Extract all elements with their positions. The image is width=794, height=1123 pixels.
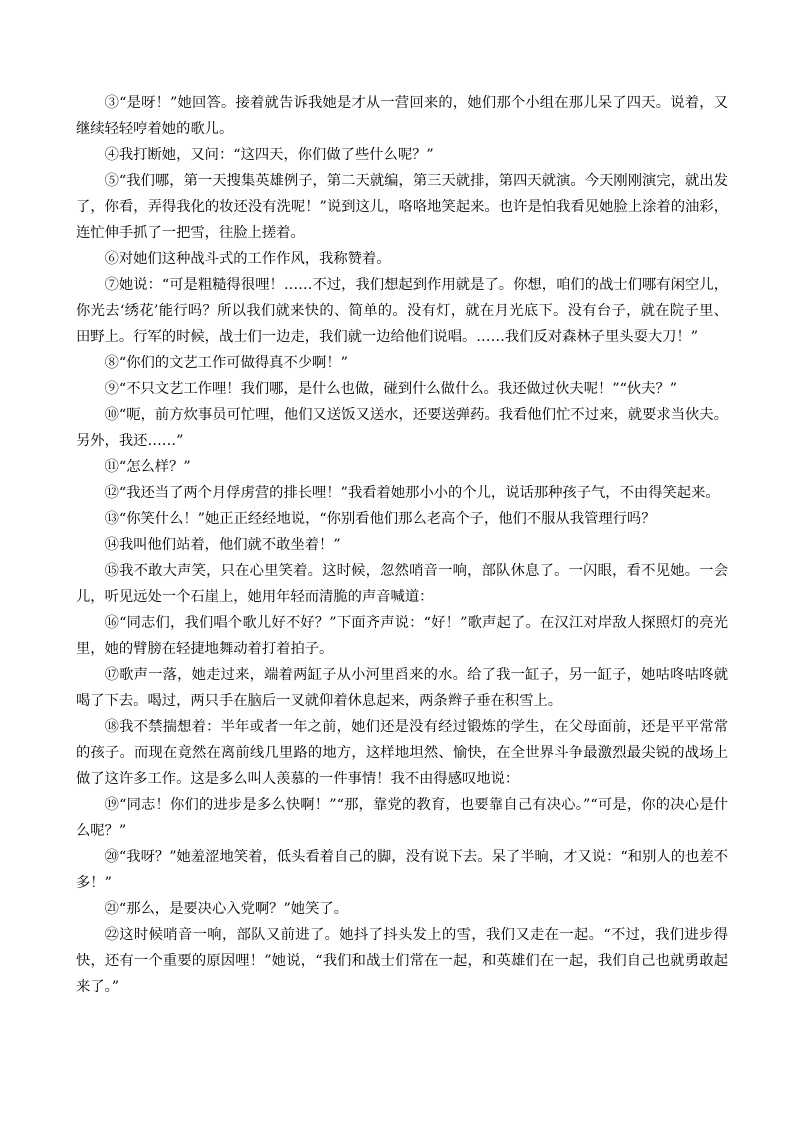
paragraph-19: ⑲“同志！你们的进步是多么快啊！”“那，靠党的教育，也要靠自己有决心。”“可是，你的决心是什么呢？”: [76, 797, 728, 839]
paragraph-18: ⑱我不禁揣想着：半年或者一年之前，她们还是没有经过锻炼的学生，在父母面前，还是平平常常的孩子。而现在竟然在离前线几里路的地方，这样地坦然、愉快，在全世界斗争最激烈最尖锐的战场上做了这许多工作。这是多么叫人羡慕的一件事情！我不由得感叹地说：: [76, 719, 728, 787]
paragraph-20: ⑳“我呀？”她羞涩地笑着，低头看着自己的脚，没有说下去。呆了半晌，才又说：“和别人的也差不多！”: [76, 849, 728, 891]
paragraph-22: ㉒这时候哨音一响，部队又前进了。她抖了抖头发上的雪，我们又走在一起。“不过，我们进步得快，还有一个重要的原因哩！”她说，“我们和战士们常在一起，和英雄们在一起，我们自己也就勇敢起来了。”: [76, 927, 728, 995]
paragraph-6: ⑥对她们这种战斗式的工作作风，我称赞着。: [104, 251, 391, 267]
paragraph-21: ㉑“那么，是要决心入党啊？”她笑了。: [104, 901, 348, 917]
paragraph-11: ⑪“怎么样？”: [104, 459, 191, 475]
article-body: [76, 90, 728, 1000]
paragraph-10: ⑩“呃，前方炊事员可忙哩，他们又送饭又送水，还要送弹药。我看他们忙不过来，就要求当伙夫。另外，我还……”: [76, 407, 728, 449]
paragraph-15: ⑮我不敢大声笑，只在心里笑着。这时候，忽然哨音一响，部队休息了。一闪眼，看不见她。一会儿，听见远处一个石崖上，她用年轻而清脆的声音喊道：: [76, 563, 728, 605]
paragraph-14: ⑭我叫他们站着，他们就不敢坐着！”: [104, 537, 341, 553]
paragraph-4: ④我打断她，又问：“这四天，你们做了些什么呢？”: [104, 147, 434, 163]
paragraph-7: ⑦她说：“可是粗糙得很哩！……不过，我们想起到作用就是了。你想，咱们的战士们哪有闲空儿，你光去‘绣花’能行吗？所以我们就来快的、简单的。没有灯，就在月光底下。没有台子，就在院子里、田野上。行军的时候，战士们一边走，我们就一边给他们说唱。……我们反对森林子里头耍大刀！”: [76, 277, 728, 345]
paragraph-13: ⑬“你笑什么！”她正正经经地说，“你别看他们那么老高个子，他们不服从我管理行吗？: [104, 511, 656, 527]
paragraph-17: ⑰歌声一落，她走过来，端着两缸子从小河里舀来的水。给了我一缸子，另一缸子，她咕咚咕咚就喝了下去。喝过，两只手在脑后一叉就仰着休息起来，两条辫子垂在积雪上。: [76, 667, 728, 709]
paragraph-5: ⑤“我们哪，第一天搜集英雄例子，第二天就编，第三天就排，第四天就演。今天刚刚演完，就出发了，你看，弄得我化的妆还没有洗呢！”说到这儿，咯咯地笑起来。也许是怕我看见她脸上涂着的油彩，连忙伸手抓了一把雪，往脸上搓着。: [76, 173, 728, 241]
paragraph-9: ⑨“不只文艺工作哩！我们哪，是什么也做，碰到什么做什么。我还做过伙夫呢！”“伙夫？”: [104, 381, 678, 397]
paragraph-16: ⑯“同志们，我们唱个歌儿好不好？”下面齐声说：“好！”歌声起了。在汉江对岸敌人探照灯的亮光里，她的臂膀在轻捷地舞动着打着拍子。: [76, 615, 728, 657]
paragraph-8: ⑧“你们的文艺工作可做得真不少啊！”: [104, 355, 348, 371]
paragraph-12: ⑫“我还当了两个月俘虏营的排长哩！”我看着她那小小的个儿，说话那种孩子气，不由得笑起来。: [104, 485, 720, 501]
paragraph-3: ③“是呀！”她回答。接着就告诉我她是才从一营回来的，她们那个小组在那儿呆了四天。说着，又继续轻轻哼着她的歌儿。: [76, 95, 728, 137]
